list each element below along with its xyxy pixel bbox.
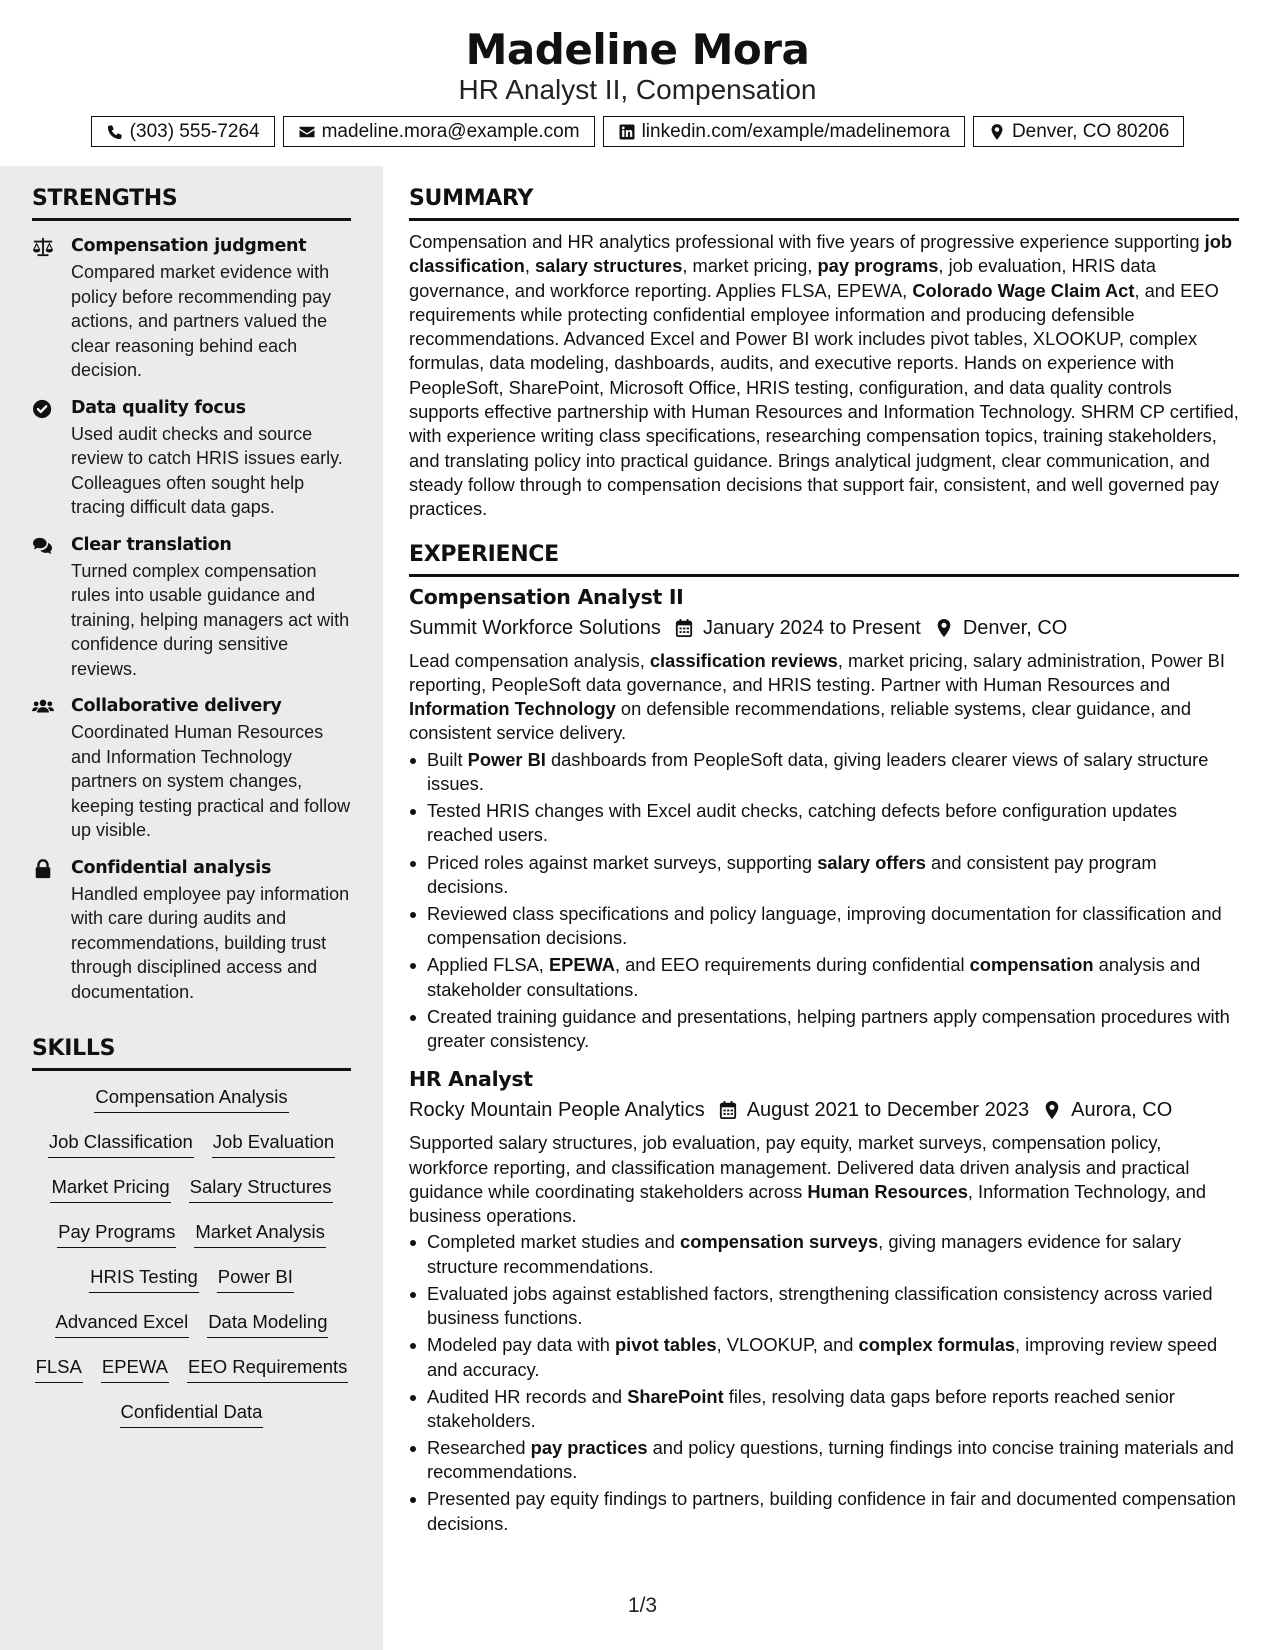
calendar-icon [719, 1100, 737, 1120]
job-bullets [409, 1230, 1239, 1536]
strength-title: Data quality focus [71, 397, 246, 418]
strength-desc: Used audit checks and source review to catch HRIS issues early. Colleagues often sought help tracing difficult data gaps. [71, 423, 343, 517]
users-icon [32, 694, 71, 843]
strength-title: Clear translation [71, 534, 232, 555]
summary-text: Compensation and HR analytics professional with five years of progressive experience supporting job classification, salary structures, market pricing, pay programs, job evaluation, HRIS data governance, and workforce reporting. Applies FLSA, EPEWA, Colorado Wage Claim Act, and EEO requirements while protecting confidential employee information and producing defensible recommendations. Advanced Excel and Power BI work includes pivot tables, XLOOKUP, complex formulas, data modeling, dashboards, audits, and executive reports. Hands on experience with PeopleSoft, SharePoint, Microsoft Office, HRIS testing, configuration, and data quality controls supports effective partnership with Human Resources and Information Technology. SHRM CP certified, with experience writing class specifications, researching compensation topics, training stakeholders, and translating policy into practical guidance. Brings analytical judgment, clear communication, and steady follow through to compensation decisions that support fair, consistent, and well governed pay practices. [409, 231, 1239, 520]
skill-tag: Confidential Data [120, 1400, 264, 1428]
contact-linkedin[interactable] [603, 116, 965, 147]
candidate-name: Madeline Mora [465, 25, 810, 74]
skill-tag: HRIS Testing [89, 1265, 199, 1293]
strength-item [32, 533, 351, 682]
job-description: Supported salary structures, job evaluation, pay equity, market surveys, compensation policy, workforce reporting, and classification management. Delivered data driven analysis and practical guidance while coordinating stakeholders across Human Resources, Information Technology, and business operations. [409, 1132, 1207, 1227]
strengths-heading: STRENGTHS [32, 184, 351, 221]
main-content [383, 166, 1275, 1650]
skill-tag: EPEWA [101, 1355, 169, 1383]
strength-item [32, 694, 351, 843]
summary-heading: SUMMARY [409, 184, 1239, 221]
skills-list [32, 1085, 351, 1445]
skill-tag: Data Modeling [207, 1310, 328, 1338]
linkedin-icon [618, 123, 636, 141]
list-item: Tested HRIS changes with Excel audit checks, catching defects before configuration updates reached users. [409, 799, 1239, 848]
phone-icon [106, 123, 124, 141]
chat-bubbles-icon [32, 533, 71, 682]
job-title: HR Analyst [409, 1067, 533, 1092]
skill-tag: Pay Programs [57, 1220, 176, 1248]
calendar-icon [675, 618, 693, 638]
list-item: Priced roles against market surveys, supporting salary offers and consistent pay program decisions. [409, 851, 1239, 900]
location-text: Denver, CO 80206 [1011, 120, 1170, 142]
list-item: Created training guidance and presentations, helping partners apply compensation procedures with greater consistency. [409, 1005, 1239, 1054]
skill-tag: Market Analysis [194, 1220, 326, 1248]
list-item: Completed market studies and compensation surveys, giving managers evidence for salary structure recommendations. [409, 1230, 1239, 1279]
list-item: Presented pay equity findings to partners, building confidence in fair and documented compensation decisions. [409, 1487, 1239, 1536]
skill-tag: Salary Structures [189, 1175, 333, 1203]
list-item: Researched pay practices and policy questions, turning findings into concise training materials and recommendations. [409, 1436, 1239, 1485]
strength-title: Confidential analysis [71, 857, 272, 878]
job-location: Aurora, CO [1071, 1099, 1173, 1122]
strength-desc: Handled employee pay information with care during audits and recommendations, building trust through disciplined access and documentation. [71, 883, 350, 1002]
contact-location [973, 116, 1184, 147]
skill-tag: FLSA [35, 1355, 83, 1383]
strength-item [32, 396, 351, 520]
contact-email[interactable] [283, 116, 595, 147]
candidate-title: HR Analyst II, Compensation [458, 74, 817, 105]
strength-desc: Coordinated Human Resources and Information Technology partners on system changes, keeping testing practical and follow up visible. [71, 722, 351, 840]
map-pin-icon [1043, 1100, 1061, 1120]
map-pin-icon [935, 618, 953, 638]
map-pin-icon [988, 123, 1006, 141]
list-item: Reviewed class specifications and policy language, improving documentation for classification and compensation decisions. [409, 902, 1239, 951]
job-meta [409, 1096, 1239, 1124]
resume-header [0, 0, 1275, 166]
list-item: Built Power BI dashboards from PeopleSoft data, giving leaders clearer views of salary structure issues. [409, 748, 1239, 797]
email-text: madeline.mora@example.com [321, 120, 580, 142]
skill-tag: Advanced Excel [55, 1310, 190, 1338]
phone-text: (303) 555-7264 [129, 120, 260, 142]
strength-item [32, 856, 351, 1005]
job-title: Compensation Analyst II [409, 584, 684, 609]
scale-icon [32, 234, 71, 383]
strength-title: Collaborative delivery [71, 696, 282, 716]
sidebar [0, 166, 383, 1650]
contact-phone [91, 116, 275, 147]
skill-tag: Compensation Analysis [94, 1085, 288, 1113]
job-entry [409, 1065, 1239, 1536]
experience-heading: EXPERIENCE [409, 540, 1239, 577]
skills-heading: SKILLS [32, 1034, 351, 1071]
job-bullets [409, 748, 1239, 1054]
job-location: Denver, CO [962, 616, 1068, 639]
job-entry [409, 583, 1239, 1054]
page-number: 1/3 [627, 1594, 658, 1617]
job-description: Lead compensation analysis, classification reviews, market pricing, salary administration, Power BI reporting, PeopleSoft data governance, and HRIS testing. Partner with Human Resources and Information Technology on defensible recommendations, reliable systems, clear guidance, and consistent service delivery. [409, 649, 1225, 744]
skill-tag: Power BI [217, 1265, 294, 1293]
skill-tag: Job Classification [48, 1130, 194, 1158]
linkedin-text: linkedin.com/example/madelinemora [641, 120, 950, 142]
check-circle-icon [32, 396, 71, 520]
job-meta [409, 614, 1239, 642]
job-dates: August 2021 to December 2023 [746, 1099, 1030, 1122]
list-item: Modeled pay data with pivot tables, VLOOKUP, and complex formulas, improving review speed and accuracy. [409, 1333, 1239, 1382]
envelope-icon [298, 123, 316, 141]
list-item: Audited HR records and SharePoint files, resolving data gaps before reports reached senior stakeholders. [409, 1385, 1239, 1434]
skill-tag: Market Pricing [50, 1175, 170, 1203]
skill-tag: Job Evaluation [212, 1130, 335, 1158]
strength-title: Compensation judgment [71, 236, 307, 256]
strength-desc: Turned complex compensation rules into usable guidance and training, helping managers act with confidence during sensitive reviews. [71, 560, 350, 679]
list-item: Evaluated jobs against established factors, strengthening classification consistency across varied business functions. [409, 1282, 1239, 1331]
job-dates: January 2024 to Present [702, 616, 921, 639]
strength-item [32, 234, 351, 383]
contact-bar [0, 116, 1275, 147]
lock-icon [32, 856, 71, 1005]
company-name: Summit Workforce Solutions [409, 616, 661, 639]
list-item: Applied FLSA, EPEWA, and EEO requirements during confidential compensation analysis and stakeholder consultations. [409, 953, 1239, 1002]
skill-tag: EEO Requirements [187, 1355, 348, 1383]
strength-desc: Compared market evidence with policy before recommending pay actions, and partners valued the clear reasoning behind each decision. [71, 262, 332, 380]
company-name: Rocky Mountain People Analytics [409, 1099, 705, 1122]
